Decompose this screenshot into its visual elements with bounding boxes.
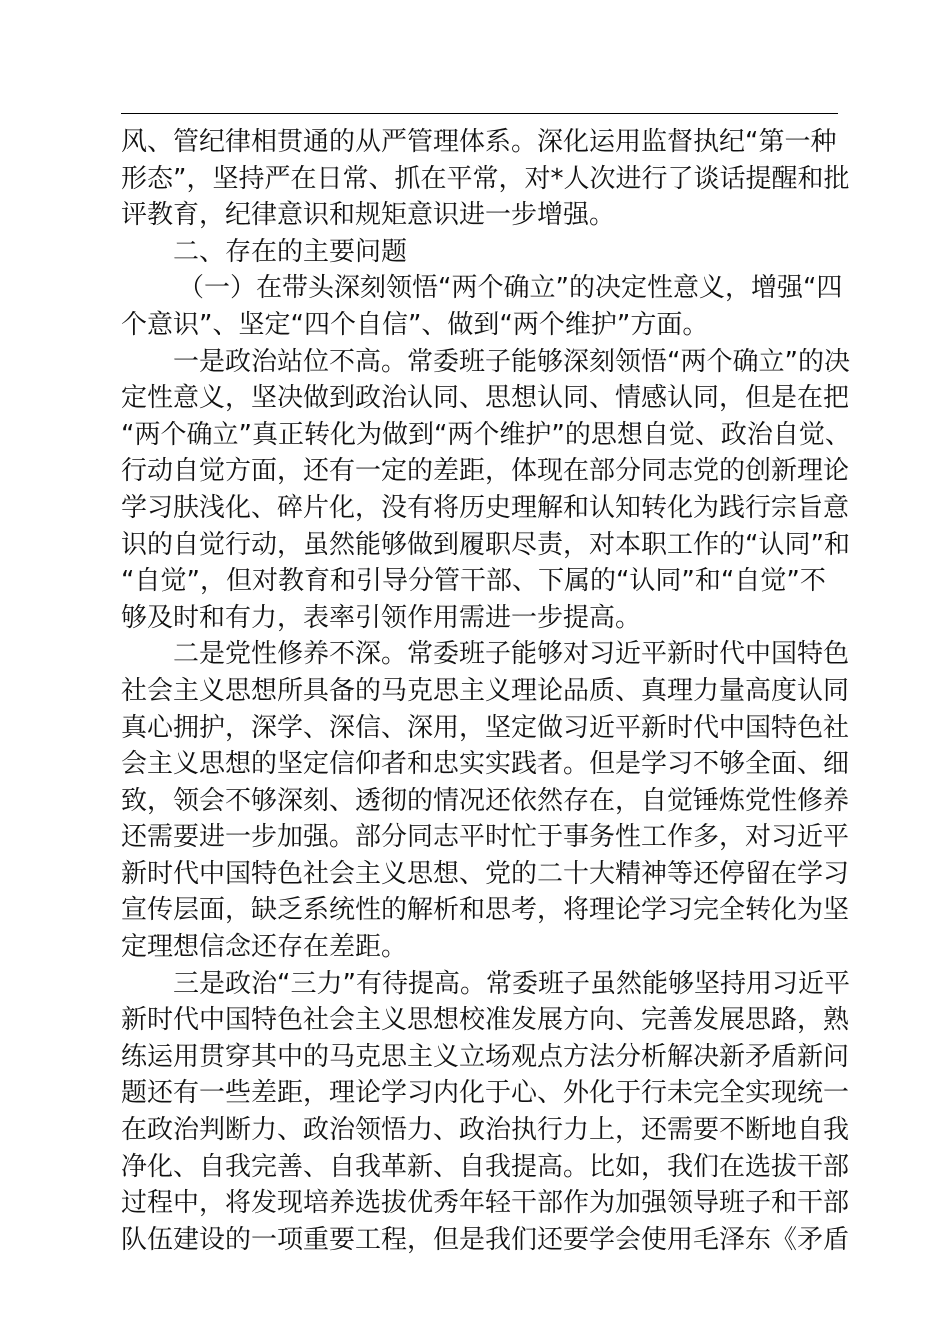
text-line: “自觉”，但对教育和引导分管干部、下属的“认同”和“自觉”不 <box>121 566 826 597</box>
text-line: 过程中，将发现培养选拔优秀年轻干部作为加强领导班子和干部 <box>121 1188 850 1219</box>
text-line: 学习肤浅化、碎片化，没有将历史理解和认知转化为践行宗旨意 <box>121 492 850 523</box>
text-line: 新时代中国特色社会主义思想校准发展方向、完善发展思路，熟 <box>121 1005 850 1036</box>
text-line: 在政治判断力、政治领悟力、政治执行力上，还需要不断地自我 <box>121 1115 850 1146</box>
paragraph-start: 一是政治站位不高。常委班子能够深刻领悟“两个确立”的决 <box>173 346 850 377</box>
section-heading: 二、存在的主要问题 <box>173 236 408 267</box>
text-line: 够及时和有力，表率引领作用需进一步提高。 <box>121 602 642 633</box>
text-line: “两个确立”真正转化为做到“两个维护”的思想自觉、政治自觉、 <box>121 419 851 450</box>
text-line: 定理想信念还存在差距。 <box>121 932 408 963</box>
text-line: 定性意义，坚决做到政治认同、思想认同、情感认同，但是在把 <box>121 383 850 414</box>
text-line: 还需要进一步加强。部分同志平时忙于事务性工作多，对习近平 <box>121 822 850 853</box>
text-line: 题还有一些差距，理论学习内化于心、外化于行未完全实现统一 <box>121 1078 850 1109</box>
text-line: 练运用贯穿其中的马克思主义立场观点方法分析解决新矛盾新问 <box>121 1041 850 1072</box>
text-line: 队伍建设的一项重要工程，但是我们还要学会使用毛泽东《矛盾 <box>121 1224 850 1255</box>
header-divider <box>121 113 838 114</box>
subsection-heading: （一）在带头深刻领悟“两个确立”的决定性意义，增强“四 <box>178 273 843 304</box>
text-line: 净化、自我完善、自我革新、自我提高。比如，我们在选拔干部 <box>121 1151 850 1182</box>
text-line: 识的自觉行动，虽然能够做到履职尽责，对本职工作的“认同”和 <box>121 529 850 560</box>
text-line: 评教育，纪律意识和规矩意识进一步增强。 <box>121 200 616 231</box>
text-line: 行动自觉方面，还有一定的差距，体现在部分同志党的创新理论 <box>121 456 850 487</box>
text-line: 形态”，坚持严在日常、抓在平常，对*人次进行了谈话提醒和批 <box>121 163 850 194</box>
text-line: 真心拥护，深学、深信、深用，坚定做习近平新时代中国特色社 <box>121 712 850 743</box>
document-body <box>121 124 851 1258</box>
text-line: 宣传层面，缺乏系统性的解析和思考，将理论学习完全转化为坚 <box>121 895 850 926</box>
text-line: 社会主义思想所具备的马克思主义理论品质、真理力量高度认同 <box>121 675 850 706</box>
paragraph-start: 三是政治“三力”有待提高。常委班子虽然能够坚持用习近平 <box>173 968 850 999</box>
text-line: 风、管纪律相贯通的从严管理体系。深化运用监督执纪“第一种 <box>121 127 837 157</box>
text-line: 会主义思想的坚定信仰者和忠实实践者。但是学习不够全面、细 <box>121 749 850 780</box>
paragraph-start: 二是党性修养不深。常委班子能够对习近平新时代中国特色 <box>173 639 850 670</box>
text-line: 新时代中国特色社会主义思想、党的二十大精神等还停留在学习 <box>121 858 850 889</box>
text-line: 致，领会不够深刻、透彻的情况还依然存在，自觉锤炼党性修养 <box>121 785 850 816</box>
text-line: 个意识”、坚定“四个自信”、做到“两个维护”方面。 <box>121 309 709 340</box>
